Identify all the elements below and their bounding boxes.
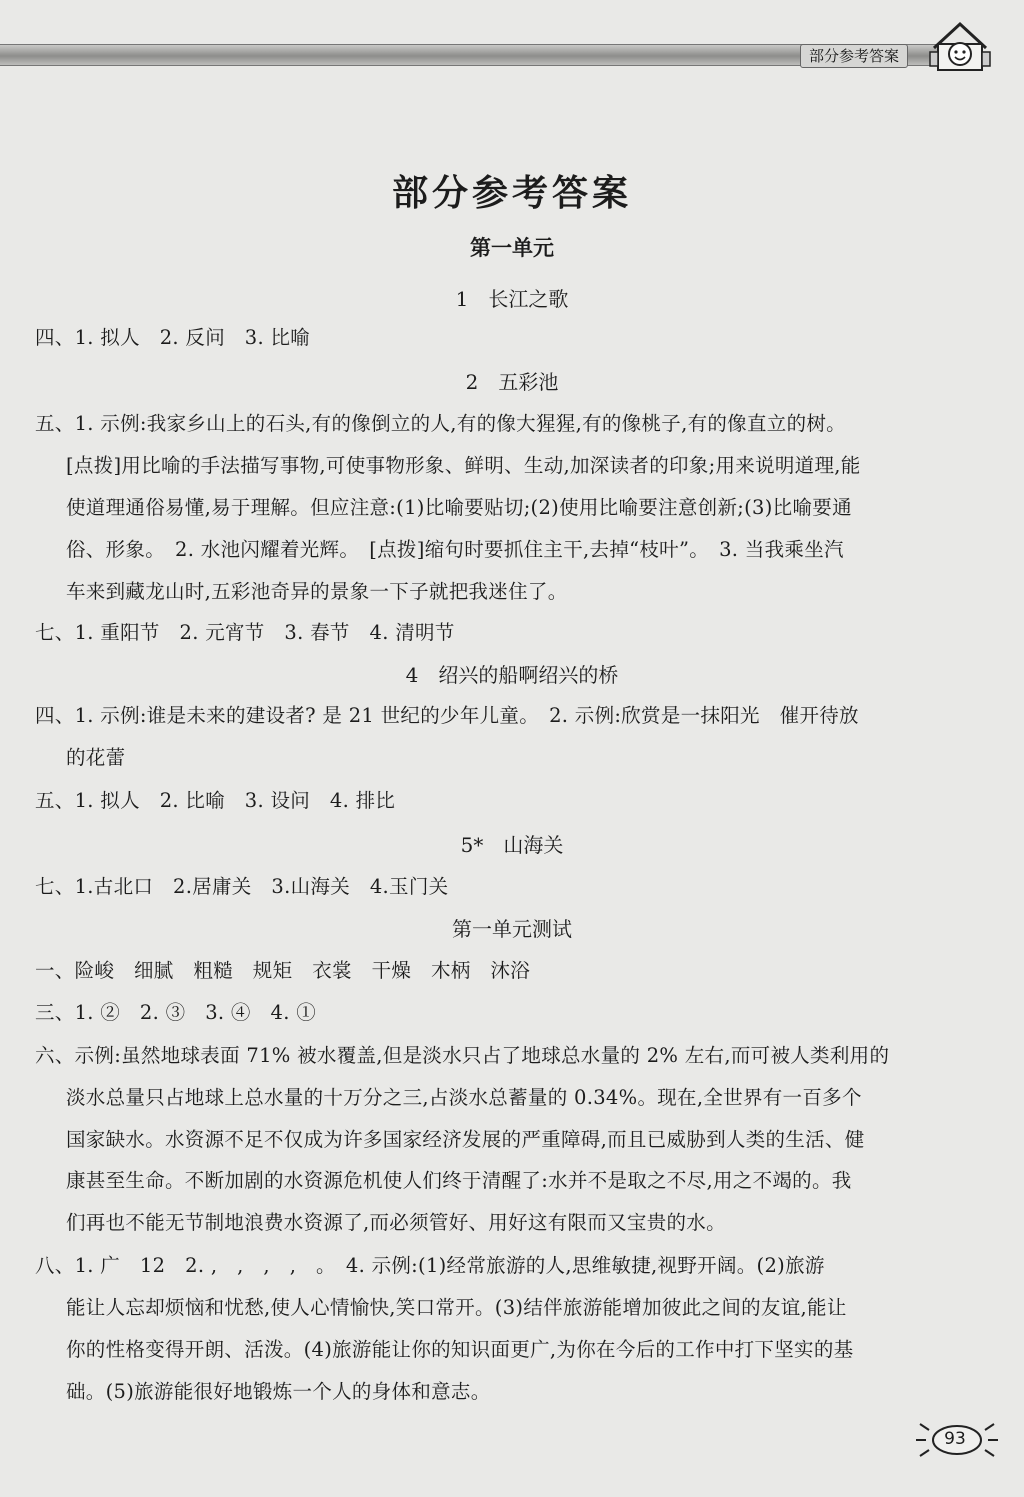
lesson-heading: 5* 山海关 [460,833,564,857]
answer-line: 国家缺水。水资源不足不仅成为许多国家经济发展的严重障碍,而且已威胁到人类的生活、健 [66,1128,865,1151]
answer-line: 的花蕾 [66,746,126,769]
answer-line: 车来到藏龙山时,五彩池奇异的景象一下子就把我迷住了。 [66,580,568,603]
answer-line: 康甚至生命。不断加剧的水资源危机使人们终于清醒了:水并不是取之不尽,用之不竭的。我 [66,1169,852,1192]
answer-line: 一、险峻 细腻 粗糙 规矩 衣裳 干燥 木柄 沐浴 [35,959,531,982]
answer-line: 使道理通俗易懂,易于理解。但应注意:(1)比喻要贴切;(2)使用比喻要注意创新;(3)比喻要通 [66,496,852,519]
answer-line: 础。(5)旅游能很好地锻炼一个人的身体和意志。 [66,1380,491,1403]
lesson-heading: 第一单元测试 [452,917,572,941]
unit-heading: 第一单元 [470,236,554,260]
answer-line: 四、1. 示例:谁是未来的建设者? 是 21 世纪的少年儿童。 2. 示例:欣赏是一抹阳光 催开待放 [35,704,859,727]
answer-line: 六、示例:虽然地球表面 71% 被水覆盖,但是淡水只占了地球总水量的 2% 左右,而可被人类利用的 [35,1044,890,1067]
answer-line: 七、1.古北口 2.居庸关 3.山海关 4.玉门关 [35,875,449,898]
answer-line: 四、1. 拟人 2. 反问 3. 比喻 [35,326,311,349]
answer-line: 五、1. 拟人 2. 比喻 3. 设问 4. 排比 [35,789,396,812]
answer-line: [点拨]用比喻的手法描写事物,可使事物形象、鲜明、生动,加深读者的印象;用来说明道理,能 [66,454,861,477]
book-mascot-icon [928,18,992,74]
answer-line: 们再也不能无节制地浪费水资源了,而必须管好、用好这有限而又宝贵的水。 [66,1211,726,1234]
lesson-heading: 4 绍兴的船啊绍兴的桥 [405,663,619,687]
answer-line: 七、1. 重阳节 2. 元宵节 3. 春节 4. 清明节 [35,621,455,644]
header-label: 部分参考答案 [800,44,908,68]
answer-line: 你的性格变得开朗、活泼。(4)旅游能让你的知识面更广,为你在今后的工作中打下坚实的基 [66,1338,854,1361]
answer-line: 八、1. 广 12 2. , , , , 。 4. 示例:(1)经常旅游的人,思维敏捷,视野开阔。(2)旅游 [35,1254,825,1277]
answer-line: 能让人忘却烦恼和忧愁,使人心情愉快,笑口常开。(3)结伴旅游能增加彼此之间的友谊,能让 [66,1296,847,1319]
answer-line: 淡水总量只占地球上总水量的十万分之三,占淡水总蓄量的 0.34%。现在,全世界有一百多个 [66,1086,862,1109]
answer-line: 俗、形象。 2. 水池闪耀着光辉。 [点拨]缩句时要抓住主干,去掉“枝叶”。 3. 当我乘坐汽 [66,538,844,561]
answer-line: 三、1. ② 2. ③ 3. ④ 4. ① [35,1001,317,1024]
page-number: 93 [944,1429,966,1449]
header-bar [0,44,940,66]
lesson-heading: 2 五彩池 [465,370,559,394]
lesson-heading: 1 长江之歌 [455,287,569,311]
page-title: 部分参考答案 [391,173,632,214]
answer-line: 五、1. 示例:我家乡山上的石头,有的像倒立的人,有的像大猩猩,有的像桃子,有的像直立的树。 [35,412,846,435]
